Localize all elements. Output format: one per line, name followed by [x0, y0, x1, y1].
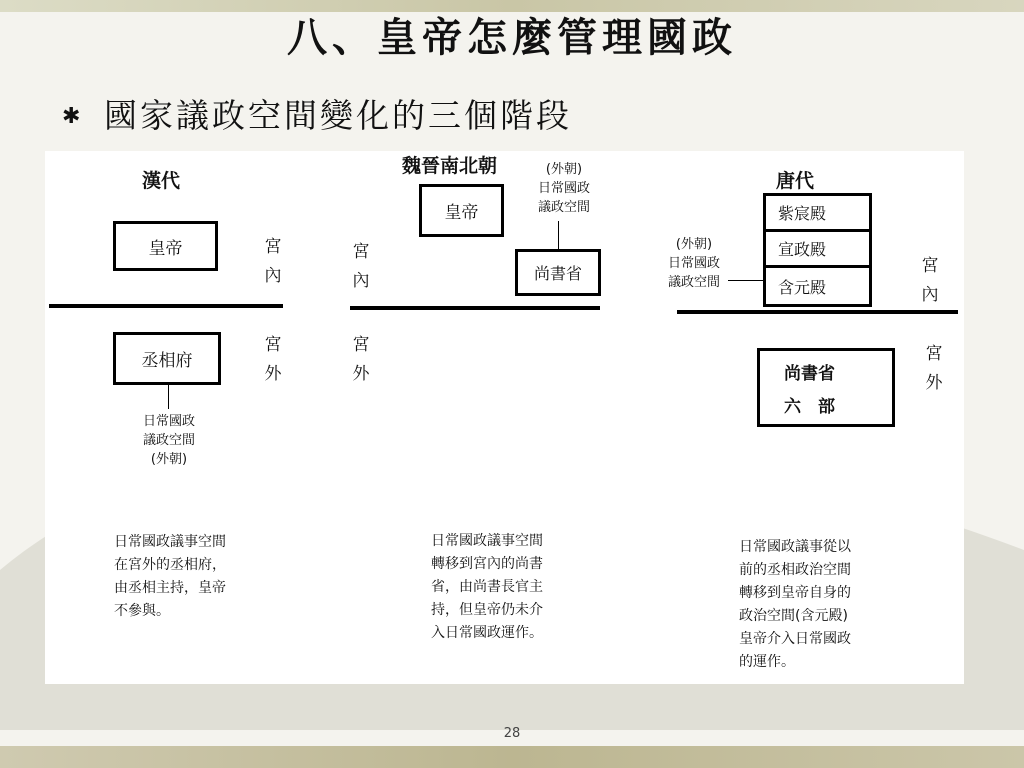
- weijin-shangshu-label: 尚書省: [533, 264, 582, 283]
- han-chancellor-box: [113, 332, 221, 385]
- weijin-outer-label: 宮 外: [352, 335, 370, 384]
- tang-heading: 唐代: [776, 170, 815, 192]
- tang-inner-label: 宮 內: [921, 256, 939, 305]
- diagram-panel: [45, 151, 964, 684]
- tang-description: 日常國政議事從以 前的丞相政治空間 轉移到皇帝自身的 政治空間(含元殿) 皇帝介入日常國政 的運作。: [739, 539, 851, 670]
- tang-hall-hanyuan: [766, 268, 869, 304]
- han-connector-line: [168, 385, 169, 409]
- tang-palace-wall-line: [677, 310, 958, 314]
- han-outer-label: 宮 外: [264, 335, 282, 384]
- weijin-heading: 魏晉南北朝: [402, 155, 498, 177]
- tang-outer-label: 宮 外: [925, 344, 943, 393]
- tang-connector-line: [728, 280, 763, 281]
- weijin-palace-wall-line: [350, 306, 600, 310]
- tang-halls-stack: [763, 193, 872, 307]
- tang-hall-xuanzheng-label: 宣政殿: [778, 240, 827, 259]
- tang-shangshu-line2: 六 部: [784, 396, 835, 417]
- han-emperor-box: [113, 221, 218, 271]
- weijin-shangshu-box: [515, 249, 601, 296]
- tang-hall-zichen-label: 紫宸殿: [778, 204, 827, 223]
- weijin-description: 日常國政議事空間 轉移到宮內的尚書 省，由尚書長官主 持，但皇帝仍未介 入日常國政運作。: [431, 533, 543, 641]
- han-inner-label: 宮 內: [264, 237, 282, 286]
- bullet-text: 國家議政空間變化的三個階段: [104, 96, 572, 135]
- tang-shangshu-box: [757, 348, 895, 427]
- weijin-note: (外朝) 日常國政 議政空間: [537, 162, 590, 215]
- han-description: 日常國政議事空間 在宮外的丞相府， 由丞相主持，皇帝 不參與。: [114, 534, 226, 619]
- slide-title: 八、皇帝怎麼管理國政: [287, 14, 737, 61]
- weijin-connector-line: [558, 221, 559, 249]
- han-palace-wall-line: [49, 304, 283, 308]
- weijin-emperor-label: 皇帝: [444, 203, 479, 223]
- bottom-decor-band: [0, 746, 1024, 768]
- han-emperor-label: 皇帝: [148, 238, 183, 259]
- tang-shangshu-line1: 尚書省: [784, 363, 835, 384]
- han-chancellor-label: 丞相府: [141, 351, 193, 371]
- tang-hall-zichen: [766, 196, 869, 232]
- han-note: 日常國政 議政空間 (外朝): [142, 414, 195, 467]
- weijin-emperor-box: [419, 184, 504, 237]
- tang-hall-xuanzheng: [766, 232, 869, 268]
- page-number: 28: [503, 726, 521, 741]
- tang-note: (外朝) 日常國政 議政空間: [667, 237, 720, 290]
- weijin-inner-label: 宮 內: [352, 242, 370, 291]
- bullet-marker: ✱: [62, 104, 81, 129]
- han-heading: 漢代: [142, 170, 181, 192]
- tang-hall-hanyuan-label: 含元殿: [778, 277, 827, 297]
